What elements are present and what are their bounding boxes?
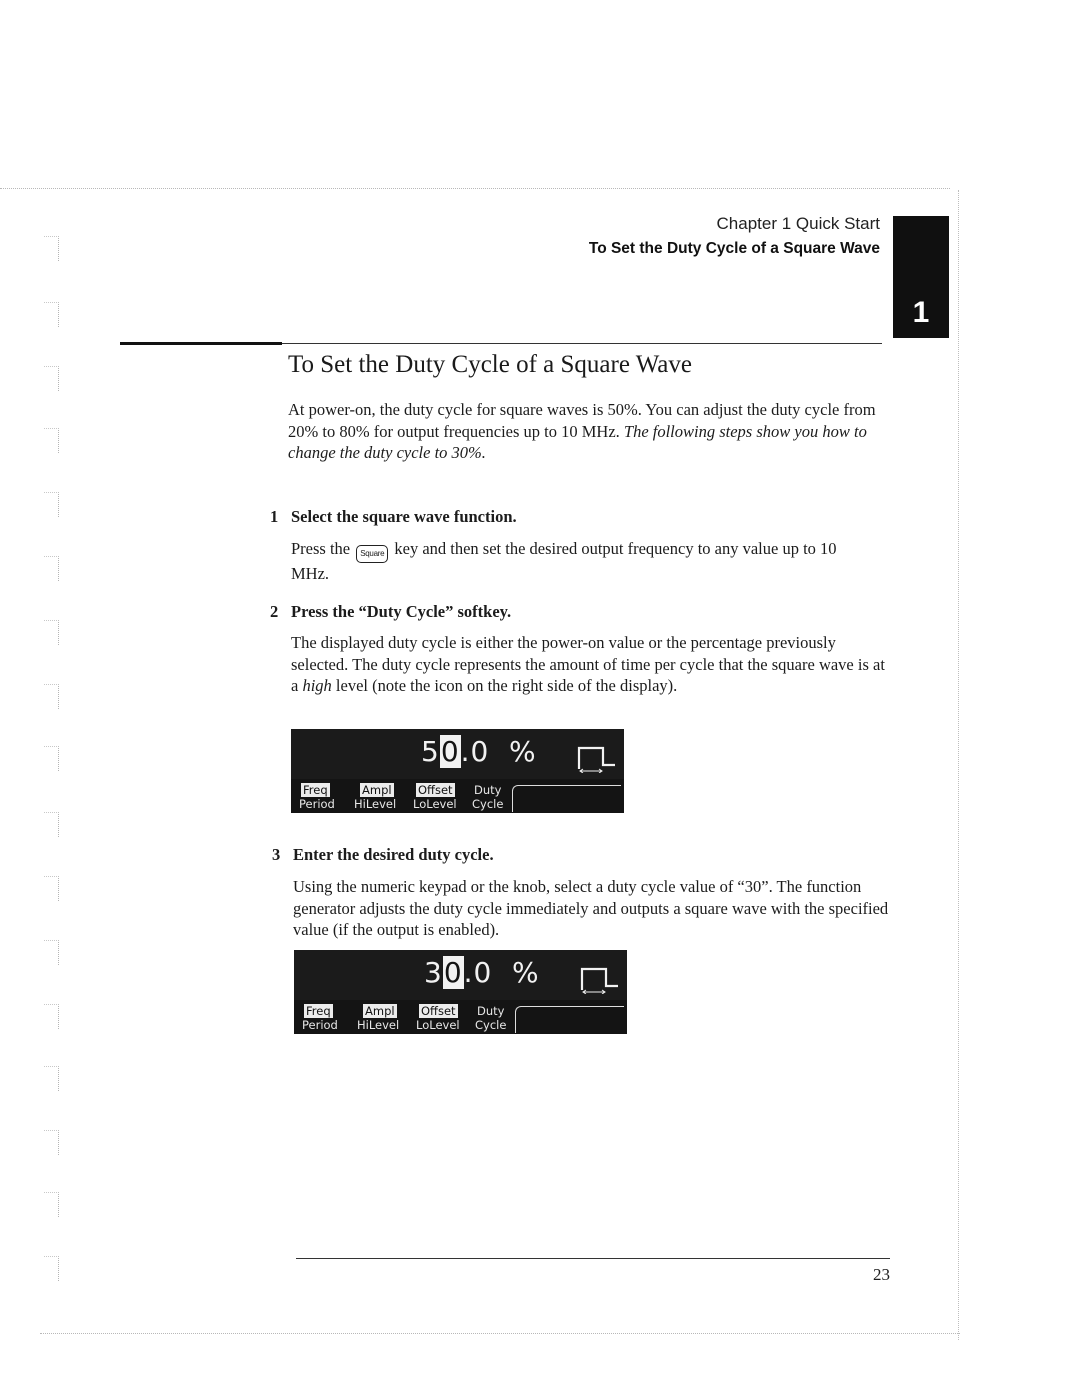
softkey-ampl	[363, 1005, 397, 1018]
step-2-italic: high	[302, 676, 332, 695]
softkey-offset-label: Offset	[418, 783, 453, 797]
step-2-heading: Press the “Duty Cycle” softkey.	[291, 602, 512, 621]
softkey-hilevel: HiLevel	[357, 1018, 400, 1032]
square-key-icon: Square	[356, 545, 388, 563]
step-3-heading: Enter the desired duty cycle.	[293, 845, 494, 864]
softkey-cycle: Cycle	[472, 797, 504, 811]
display-50-percent	[291, 729, 624, 813]
step-3-number: 3	[272, 845, 281, 864]
intro-italic-text: The following steps show you how to change the duty cycle to 30%.	[288, 421, 867, 462]
scan-bottom-edge	[40, 1333, 960, 1334]
step-1-body	[291, 538, 871, 585]
display-value	[424, 956, 492, 989]
softkey-hilevel: HiLevel	[354, 797, 397, 811]
step-2-text-after: level (note the icon on the right side of the display).	[335, 676, 678, 695]
page-number: 23	[873, 1265, 890, 1284]
step-2-body	[291, 632, 891, 697]
display-digit: 5	[421, 735, 440, 768]
softkey-freq	[304, 1005, 333, 1018]
softkey-ampl-label: Ampl	[365, 1004, 395, 1018]
running-header-section: To Set the Duty Cycle of a Square Wave	[588, 240, 880, 257]
display-30-percent	[294, 950, 627, 1034]
display-decimal: .0	[460, 735, 490, 768]
step-3-body: Using the numeric keypad or the knob, select a duty cycle value of “30”. The function generator adjusts the duty cycle immediately and outputs a square wave with the specified value (if the output is enabled).	[293, 877, 889, 939]
title-rule-thin	[282, 343, 882, 344]
softkey-period: Period	[299, 797, 335, 811]
scan-right-edge	[958, 190, 959, 1340]
softkey-offset	[419, 1005, 458, 1018]
duty-cycle-square-wave-icon	[577, 745, 617, 773]
duty-softkey-frame	[512, 785, 621, 812]
scan-top-edge	[0, 188, 950, 189]
display-digit: 3	[424, 956, 443, 989]
chapter-tab	[893, 216, 949, 338]
softkey-lolevel: LoLevel	[413, 797, 457, 811]
softkey-duty: Duty	[477, 1004, 505, 1018]
display-value	[421, 735, 489, 768]
step-1-text-after: key and then set the desired output frequency to any value up to 10 MHz.	[291, 539, 837, 583]
title-rule-thick	[120, 342, 282, 345]
softkey-freq-label: Freq	[306, 1004, 331, 1018]
footer-rule	[296, 1258, 890, 1259]
step-1-heading: Select the square wave function.	[291, 507, 517, 526]
step-2-text-before: The displayed duty cycle is either the power-on value or the percentage previously selected. The duty cycle represents the amount of time per cycle that the square wave is at a	[291, 633, 885, 695]
softkey-lolevel: LoLevel	[416, 1018, 460, 1032]
step-1-text-before: Press the	[291, 539, 351, 558]
softkey-ampl	[360, 784, 394, 797]
duty-softkey-frame	[515, 1006, 624, 1033]
chapter-tab-number: 1	[912, 296, 930, 329]
softkey-freq-label: Freq	[303, 783, 328, 797]
softkey-freq	[301, 784, 330, 797]
display-unit: %	[509, 735, 536, 768]
running-header-chapter: Chapter 1 Quick Start	[716, 214, 880, 233]
intro-text: At power-on, the duty cycle for square waves is 50%. You can adjust the duty cycle from 20% to 80% for output frequencies up to 10 MHz.	[288, 400, 876, 441]
display-cursor-digit: 0	[443, 956, 463, 989]
display-cursor-digit: 0	[440, 735, 460, 768]
softkey-offset	[416, 784, 455, 797]
duty-cycle-square-wave-icon	[580, 966, 620, 994]
scan-left-binding-marks	[44, 0, 64, 1399]
page-title: To Set the Duty Cycle of a Square Wave	[288, 351, 693, 378]
softkey-ampl-label: Ampl	[362, 783, 392, 797]
softkey-period: Period	[302, 1018, 338, 1032]
display-unit: %	[512, 956, 539, 989]
softkey-duty: Duty	[474, 783, 502, 797]
softkey-cycle: Cycle	[475, 1018, 507, 1032]
softkey-offset-label: Offset	[421, 1004, 456, 1018]
step-2-number: 2	[270, 602, 279, 621]
intro-paragraph	[288, 399, 888, 464]
step-1-number: 1	[270, 507, 279, 526]
display-decimal: .0	[463, 956, 493, 989]
